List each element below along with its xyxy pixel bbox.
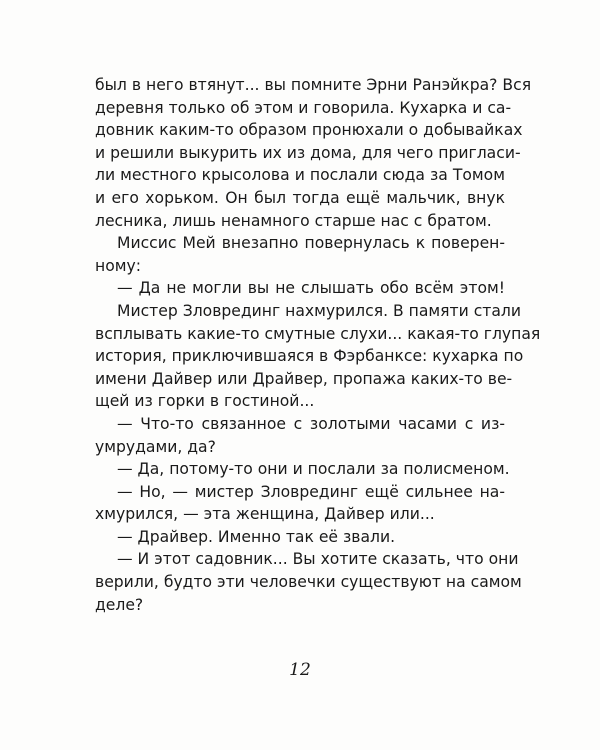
text-line: хмурился, — эта женщина, Дайвер или...: [95, 505, 435, 524]
page-number: 12: [289, 660, 311, 680]
text-line: — Да не могли вы не слышать обо всём этом!: [117, 279, 505, 298]
text-line: имени Дайвер или Драйвер, пропажа каких-то ве-: [95, 369, 513, 388]
text-line: — Но, — мистер Зловрединг ещё сильнее на-: [117, 482, 505, 501]
text-line: ному:: [95, 256, 141, 275]
text-line: всплывать какие-то смутные слухи... какая-то глупая: [95, 324, 541, 343]
text-line: лесника, лишь ненамного старше нас с братом.: [95, 211, 492, 230]
text-line: ли местного крысолова и послали сюда за Томом: [95, 166, 505, 185]
text-line: Миссис Мей внезапно повернулась к поверен-: [117, 234, 505, 253]
text-line: и его хорьком. Он был тогда ещё мальчик, внук: [95, 188, 505, 207]
text-line: история, приключившаяся в Фэрбанксе: кухарка по: [95, 347, 524, 366]
text-line: — И этот садовник... Вы хотите сказать, что они: [117, 550, 519, 569]
text-line: — Да, потому-то они и послали за полисменом.: [117, 460, 510, 479]
text-line: довник каким-то образом пронюхали о добывайках: [95, 121, 523, 140]
body-text: [95, 74, 541, 616]
text-line: деле?: [95, 595, 144, 614]
text-line: — Драйвер. Именно так её звали.: [117, 527, 396, 546]
text-line: щей из горки в гостиной...: [95, 392, 315, 411]
text-line: был в него втянут... вы помните Эрни Ранэйкра? Вся: [95, 76, 532, 94]
text-line: умрудами, да?: [95, 437, 216, 456]
text-line: деревня только об этом и говорила. Кухарка и са-: [95, 98, 512, 117]
text-line: и решили выкурить их из дома, для чего пригласи-: [95, 143, 521, 162]
text-line: — Что-то связанное с золотыми часами с из-: [117, 414, 505, 433]
text-line: Мистер Зловрединг нахмурился. В памяти стали: [117, 301, 522, 320]
text-line: верили, будто эти человечки существуют на самом: [95, 573, 522, 592]
